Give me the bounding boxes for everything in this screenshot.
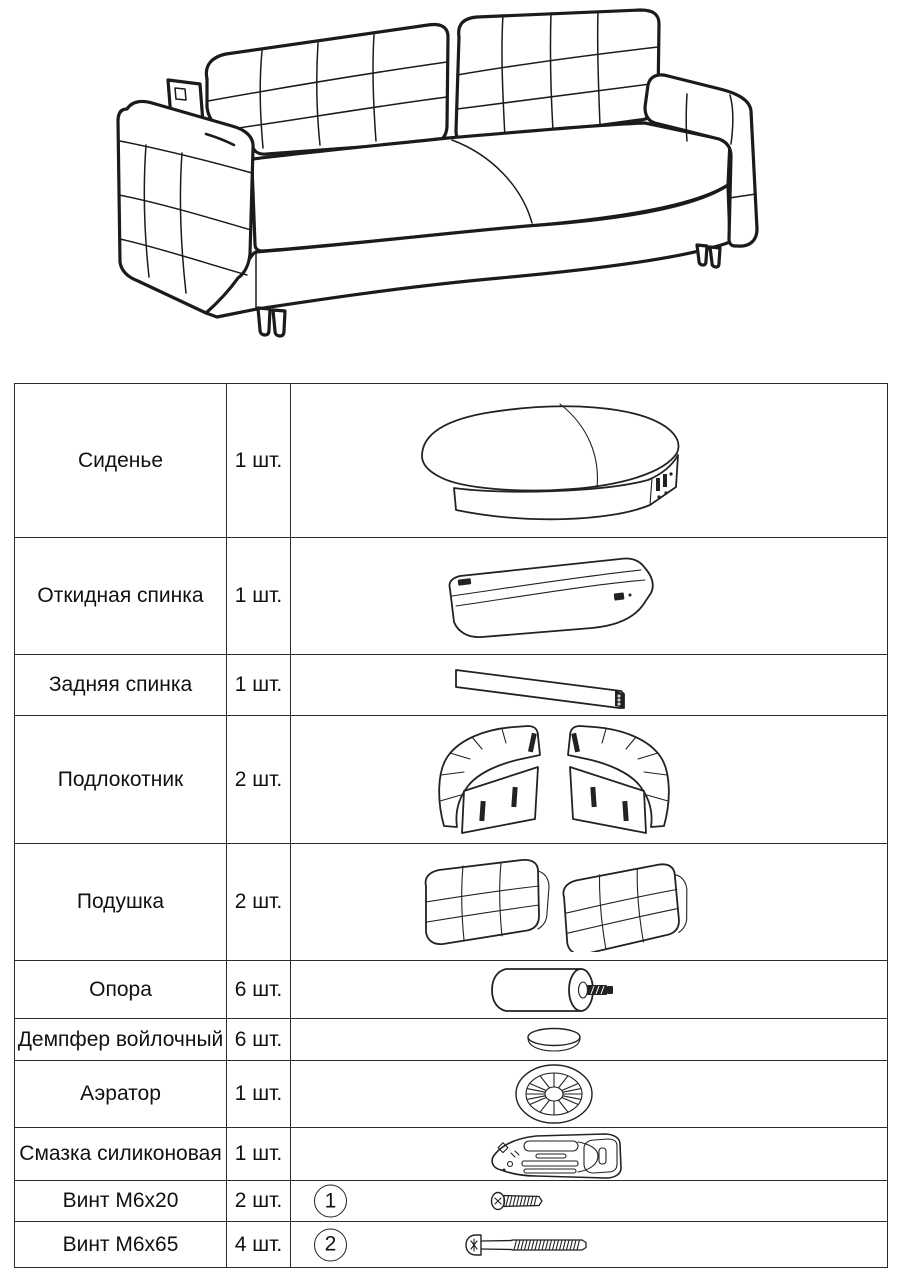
part-name: Опора [89,977,152,1001]
part-name: Подушка [76,890,165,913]
table-row [15,384,888,538]
part-qty: 2 шт. [234,767,283,791]
part-qty: 4 шт. [234,1232,283,1256]
table-row [15,716,888,844]
leg-part-icon [489,963,619,1017]
screw-m6x20-icon [489,1191,553,1211]
part-qty: 1 шт. [234,448,283,472]
sofa-line-art-icon [0,0,900,362]
part-qty: 1 шт. [234,1142,283,1165]
part-name: Винт М6х65 [62,1232,179,1256]
armrest-pair-part-icon [424,723,684,837]
part-qty: 6 шт. [234,1027,283,1051]
part-qty: 6 шт. [234,977,283,1001]
table-row [15,1061,888,1128]
table-row [15,1181,888,1222]
part-qty: 2 шт. [234,1189,283,1212]
table-row [15,1128,888,1181]
part-qty: 1 шт. [234,584,283,607]
table-row [15,538,888,655]
silicone-grease-part-icon [474,1128,634,1180]
sofa-overview-drawing [0,0,900,362]
part-name: Сиденье [77,448,164,472]
part-name: Задняя спинка [48,673,193,696]
part-name: Подлокотник [57,767,184,791]
part-name: Смазка силиконовая [19,1142,222,1165]
back-panel-part-icon [449,660,659,710]
part-name: Винт М6х20 [62,1189,179,1212]
aerator-part-icon [508,1062,600,1126]
part-name: Откидная спинка [37,584,204,607]
table-row [15,961,888,1019]
table-row [15,1019,888,1061]
folding-backrest-part-icon [434,549,674,643]
table-row [15,844,888,961]
part-qty: 1 шт. [234,673,283,696]
table-row [15,1222,888,1268]
parts-table [14,383,888,1268]
cushion-pair-part-icon [416,852,692,952]
part-qty: 1 шт. [234,1082,283,1105]
table-row [15,655,888,716]
felt-damper-part-icon [522,1026,586,1054]
part-name: Демпфер войлочный [17,1027,224,1051]
step-marker-2: 2 [314,1228,347,1261]
seat-part-icon [404,398,704,524]
part-qty: 2 шт. [234,890,283,913]
part-name: Аэратор [80,1082,161,1105]
screw-m6x65-icon [464,1233,589,1257]
step-marker-1: 1 [314,1185,347,1218]
